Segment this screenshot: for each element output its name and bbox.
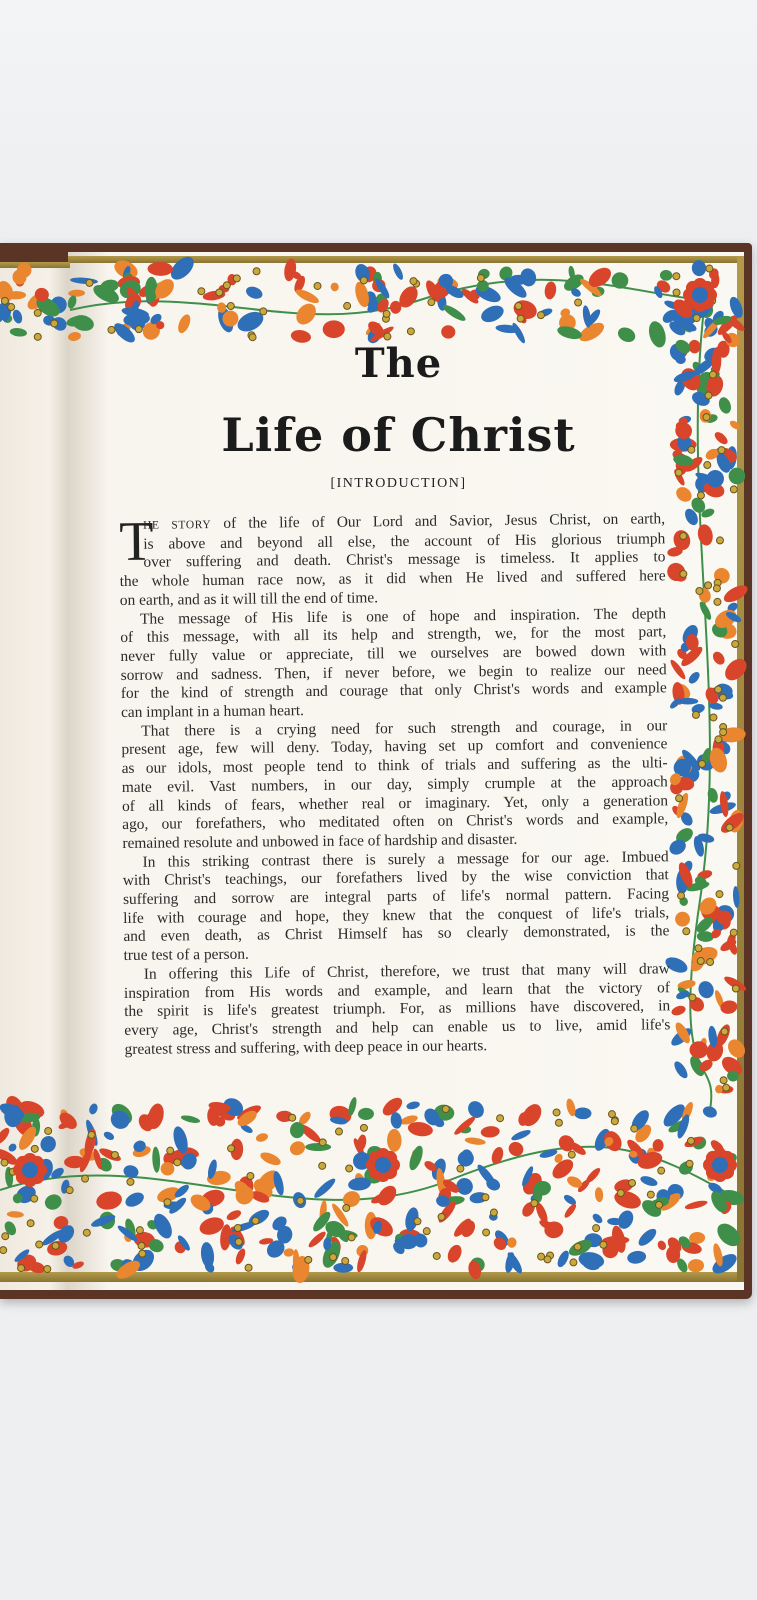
acanthus-leaf <box>574 1107 592 1119</box>
gold-star-dot <box>631 1125 638 1132</box>
text-line: of this message, with all its help and strength, we, for the most part, <box>120 623 667 647</box>
gold-star-dot <box>676 795 683 802</box>
acanthus-leaf <box>511 297 539 322</box>
gold-star-dot <box>335 1128 342 1135</box>
gold-star-dot <box>704 462 711 469</box>
gold-star-dot <box>167 1147 174 1154</box>
rosette-center <box>375 1157 391 1173</box>
acanthus-leaf <box>9 327 27 337</box>
gold-star-dot <box>34 309 41 316</box>
acanthus-leaf <box>180 1114 200 1124</box>
gold-star-dot <box>720 1077 727 1084</box>
gold-star-dot <box>483 1229 490 1236</box>
text-line: In offering this Life of Christ, therefore, we trust that many will draw <box>143 960 670 983</box>
gold-star-dot <box>384 333 391 340</box>
acanthus-leaf <box>636 1226 659 1249</box>
acanthus-leaf <box>70 277 98 285</box>
acanthus-leaf <box>721 655 751 685</box>
acanthus-leaf <box>283 1248 295 1258</box>
gold-star-dot <box>629 1179 636 1186</box>
gold-star-dot <box>705 392 712 399</box>
acanthus-leaf <box>684 1199 708 1211</box>
gold-star-dot <box>223 282 230 289</box>
acanthus-leaf <box>591 1212 604 1225</box>
acanthus-leaf <box>244 284 264 301</box>
rosette-center <box>712 1157 728 1173</box>
gold-star-dot <box>673 289 680 296</box>
gold-star-dot <box>127 1178 134 1185</box>
gold-star-dot <box>360 1124 367 1131</box>
gold-star-dot <box>0 1247 7 1254</box>
gold-star-dot <box>136 1227 143 1234</box>
gold-star-dot <box>438 1213 445 1220</box>
acanthus-leaf <box>323 320 345 338</box>
acanthus-leaf <box>465 1098 487 1121</box>
text-line: true test of a person. <box>123 945 249 965</box>
page-title: Life of Christ <box>221 408 576 462</box>
acanthus-leaf <box>479 302 507 325</box>
acanthus-leaf <box>102 1130 115 1142</box>
gold-star-dot <box>716 891 723 898</box>
gold-star-dot <box>45 1127 52 1134</box>
acanthus-leaf <box>305 1143 331 1151</box>
acanthus-leaf <box>721 582 750 606</box>
gold-star-dot <box>713 585 720 592</box>
gold-star-dot <box>710 714 717 721</box>
gold-star-dot <box>414 1218 421 1225</box>
gold-star-dot <box>314 282 321 289</box>
acanthus-leaf <box>358 1108 374 1120</box>
gold-star-dot <box>18 1265 25 1272</box>
gold-star-dot <box>88 1131 95 1138</box>
acanthus-leaf <box>406 1100 421 1110</box>
gold-star-dot <box>705 582 712 589</box>
acanthus-leaf <box>732 886 740 908</box>
gold-star-dot <box>517 315 524 322</box>
gold-star-dot <box>343 1204 350 1211</box>
gold-star-dot <box>233 275 240 282</box>
gold-star-dot <box>698 760 705 767</box>
gold-star-dot <box>697 492 704 499</box>
text-line: mate evil. Vast numbers, in our day, simply crumple at the approach <box>121 773 668 796</box>
gold-star-dot <box>51 320 58 327</box>
acanthus-leaf <box>556 1132 578 1154</box>
acanthus-leaf <box>696 523 715 547</box>
gold-star-dot <box>608 1111 615 1118</box>
gold-star-dot <box>686 1160 693 1167</box>
gold-star-dot <box>714 598 721 605</box>
text-line: of all kinds of fears, whether real or imaginary. Yet, only a generation <box>121 791 669 815</box>
acanthus-leaf <box>66 294 78 309</box>
gold-star-dot <box>442 1106 449 1113</box>
gold-star-dot <box>723 1084 730 1091</box>
gold-star-dot <box>433 1252 440 1259</box>
gold-star-dot <box>423 1228 430 1235</box>
acanthus-leaf <box>42 1192 64 1213</box>
gold-star-dot <box>2 1233 9 1240</box>
acanthus-leaf <box>659 269 672 281</box>
gold-star-dot <box>216 289 223 296</box>
text-line: on earth, and as it will till the end of time. <box>119 589 379 609</box>
gold-star-dot <box>360 277 367 284</box>
acanthus-leaf <box>0 1126 12 1146</box>
gold-star-dot <box>555 1119 562 1126</box>
gold-star-dot <box>138 1242 145 1249</box>
acanthus-leaf <box>507 1237 517 1248</box>
acanthus-leaf <box>697 931 715 943</box>
gold-star-dot <box>31 1145 38 1152</box>
acanthus-leaf <box>612 1188 643 1212</box>
acanthus-leaf <box>38 1134 58 1155</box>
gold-star-dot <box>198 288 205 295</box>
gold-star-dot <box>732 641 739 648</box>
drop-cap: T <box>118 510 154 573</box>
acanthus-leaf <box>687 1258 704 1273</box>
acanthus-leaf <box>123 1190 146 1210</box>
acanthus-leaf <box>594 1187 603 1203</box>
gold-star-dot <box>568 1151 575 1158</box>
text-line: every age, Christ's strength and help can enable us to live, amid life's <box>124 1016 671 1039</box>
gold-star-dot <box>693 315 700 322</box>
gold-star-dot <box>8 304 15 311</box>
gold-star-dot <box>482 1194 489 1201</box>
gold-star-dot <box>27 1220 34 1227</box>
acanthus-leaf <box>225 1208 242 1222</box>
acanthus-leaf <box>626 1249 647 1265</box>
text-line: sorrow and sadness. Then, if never before, we begin to realize our need <box>120 660 667 684</box>
acanthus-leaf <box>88 1102 99 1115</box>
gold-star-dot <box>234 1224 241 1231</box>
acanthus-leaf <box>696 979 716 1000</box>
acanthus-leaf <box>510 1128 532 1142</box>
gold-star-dot <box>52 1242 59 1249</box>
gold-star-dot <box>348 1234 355 1241</box>
gold-star-dot <box>600 1241 607 1248</box>
acanthus-leaf <box>518 267 538 289</box>
acanthus-leaf <box>452 1114 477 1137</box>
gold-star-dot <box>235 1238 242 1245</box>
gold-star-dot <box>719 694 726 701</box>
acanthus-leaf <box>727 295 745 320</box>
acanthus-leaf <box>701 1105 718 1120</box>
gold-star-dot <box>656 1201 663 1208</box>
gold-star-dot <box>695 945 702 952</box>
gold-star-dot <box>410 278 417 285</box>
text-line: The message of His life is one of hope and inspiration. The depth <box>139 604 667 628</box>
gold-star-dot <box>721 1028 728 1035</box>
gold-star-dot <box>680 533 687 540</box>
acanthus-leaf <box>639 1174 659 1188</box>
gold-star-dot <box>297 1197 304 1204</box>
acanthus-leaf <box>441 302 468 323</box>
acanthus-leaf <box>147 262 173 276</box>
gold-star-dot <box>66 1187 73 1194</box>
gold-star-dot <box>83 1229 90 1236</box>
text-line: is above and beyond all else, the account of His glorious triumph <box>143 529 666 553</box>
text-line: and even death, as Christ Himself has so clearly demonstrated, is the <box>123 922 670 946</box>
gold-star-dot <box>111 1151 118 1158</box>
acanthus-leaf <box>689 1041 708 1058</box>
acanthus-leaf <box>709 1250 740 1277</box>
text-line: as our idols, most people tend to think of trials and suffering as the ulti- <box>121 754 668 778</box>
gold-star-dot <box>342 1257 349 1264</box>
gold-star-dot <box>490 1209 497 1216</box>
acanthus-leaf <box>672 1059 690 1080</box>
gold-star-dot <box>720 729 727 736</box>
acanthus-leaf <box>70 313 95 333</box>
gold-star-dot <box>252 1217 259 1224</box>
acanthus-leaf <box>176 313 193 335</box>
gold-star-dot <box>692 711 699 718</box>
gold-star-dot <box>346 1165 353 1172</box>
text-line: with Christ's teachings, our forefathers lived by the wise conviction that <box>122 866 669 890</box>
gold-star-dot <box>497 1115 504 1122</box>
gold-star-dot <box>305 1256 312 1263</box>
text-line: suffering and sorrow are integral parts of life's normal pattern. Facing <box>122 885 670 909</box>
gold-star-dot <box>289 1114 296 1121</box>
gold-star-dot <box>86 279 93 286</box>
rosette-center <box>692 287 708 303</box>
text-line: never fully value or appreciate, till we ourselves are bowed down with <box>120 642 667 665</box>
gold-star-dot <box>715 736 722 743</box>
acanthus-leaf <box>711 650 728 667</box>
gold-star-dot <box>673 273 680 280</box>
gold-star-dot <box>647 1191 654 1198</box>
gold-star-dot <box>477 274 484 281</box>
gold-star-dot <box>227 303 234 310</box>
gold-star-dot <box>82 1175 89 1182</box>
acanthus-leaf <box>678 698 699 705</box>
gold-star-dot <box>135 326 142 333</box>
gold-star-dot <box>553 1109 560 1116</box>
gold-star-dot <box>687 1137 694 1144</box>
acanthus-leaf <box>152 1146 161 1173</box>
gold-star-dot <box>407 328 414 335</box>
gold-star-dot <box>428 299 435 306</box>
text-line: In this striking contrast there is surely a message for our age. Imbued <box>142 847 669 871</box>
gold-star-dot <box>574 1243 581 1250</box>
acanthus-leaf <box>670 1004 687 1017</box>
acanthus-leaf <box>234 1247 247 1265</box>
acanthus-leaf <box>656 1239 668 1252</box>
title-the: The <box>354 340 443 387</box>
gold-star-dot <box>108 326 115 333</box>
small-caps-opening: HE STORY <box>143 519 212 532</box>
text-line: greatest stress and suffering, with deep peace in our hearts. <box>124 1036 488 1058</box>
rosette-center <box>22 1162 38 1178</box>
gold-star-dot <box>570 1259 577 1266</box>
gold-star-dot <box>733 862 740 869</box>
gold-star-dot <box>715 686 722 693</box>
acanthus-leaf <box>11 309 24 325</box>
gold-star-dot <box>678 892 685 899</box>
gold-star-dot <box>164 1199 171 1206</box>
gold-star-dot <box>683 928 690 935</box>
gold-star-dot <box>139 1250 146 1257</box>
gold-star-dot <box>706 265 713 272</box>
acanthus-leaf <box>445 1243 464 1265</box>
gold-star-dot <box>253 268 260 275</box>
gold-star-dot <box>36 1241 43 1248</box>
gold-star-dot <box>247 1172 254 1179</box>
gold-star-dot <box>344 302 351 309</box>
text-line: over suffering and death. Christ's message is timeless. It applies to <box>143 548 666 572</box>
acanthus-leaf <box>464 1136 486 1146</box>
acanthus-leaf <box>95 1189 124 1211</box>
text-line: That there is a crying need for such strength and courage, in our <box>141 717 668 740</box>
acanthus-leaf <box>391 262 405 281</box>
acanthus-leaf <box>675 911 691 927</box>
gold-star-dot <box>658 1167 665 1174</box>
gold-star-dot <box>726 824 733 831</box>
acanthus-leaf <box>255 1132 269 1143</box>
text-line: can implant in a human heart. <box>120 702 305 722</box>
acanthus-leaf <box>387 1129 402 1152</box>
acanthus-leaf <box>691 260 706 277</box>
gold-star-dot <box>31 1195 38 1202</box>
gold-star-dot <box>537 312 544 319</box>
text-line: life with courage and hope, they knew that the conquest of life's trials, <box>123 904 670 927</box>
gold-star-dot <box>575 299 582 306</box>
gold-star-dot <box>531 1200 538 1207</box>
gold-star-dot <box>319 1162 326 1169</box>
text-line: the spirit is life's greatest triumph. For, as millions have discovered, in <box>124 997 671 1021</box>
text-line: inspiration from His words and example, and learn that the victory of <box>123 978 671 1002</box>
acanthus-leaf <box>544 281 558 300</box>
gold-star-dot <box>730 929 737 936</box>
text-line: remained resolute and unbowed in face of hardship and disaster. <box>122 830 518 852</box>
gold-star-dot <box>680 570 687 577</box>
acanthus-leaf <box>480 1125 500 1138</box>
text-line: present age, few will deny. Today, having set up comfort and convenience <box>121 735 668 759</box>
gold-star-dot <box>732 985 739 992</box>
gold-star-dot <box>544 1256 551 1263</box>
acanthus-leaf <box>330 282 339 292</box>
acanthus-leaf <box>490 1145 506 1165</box>
gold-star-dot <box>260 308 267 315</box>
gold-star-dot <box>716 537 723 544</box>
text-line: the whole human race now, as it did when He lived and suffered here <box>119 567 666 591</box>
acanthus-leaf <box>687 670 702 686</box>
acanthus-leaf <box>563 1202 578 1219</box>
acanthus-leaf <box>7 1211 24 1218</box>
gold-star-dot <box>174 1159 181 1166</box>
acanthus-leaf <box>259 1150 283 1168</box>
gold-star-dot <box>1 297 8 304</box>
introduction-text <box>119 510 671 1059</box>
text-line-rest: of the life of Our Lord and Savior, Jesus Christ, on earth, <box>211 510 666 533</box>
gold-star-dot <box>611 1118 618 1125</box>
acanthus-leaf <box>7 1142 18 1153</box>
acanthus-leaf <box>312 1176 338 1200</box>
acanthus-leaf <box>288 1139 308 1158</box>
gold-star-dot <box>330 1254 337 1261</box>
gold-star-dot <box>697 958 704 965</box>
acanthus-leaf <box>555 1249 571 1269</box>
acanthus-leaf <box>68 289 85 297</box>
gold-star-dot <box>245 1264 252 1271</box>
gold-star-dot <box>457 1165 464 1172</box>
gold-star-dot <box>383 310 390 317</box>
gold-star-dot <box>228 1145 235 1152</box>
gold-star-dot <box>319 1139 326 1146</box>
gold-star-dot <box>689 994 696 1001</box>
gold-star-dot <box>696 587 703 594</box>
section-label: [INTRODUCTION] <box>330 476 467 491</box>
gold-star-dot <box>1 1159 8 1166</box>
gold-star-dot <box>593 1225 600 1232</box>
gold-star-dot <box>515 303 522 310</box>
text-line: ago, our forefathers, who meditated often on Christ's words and example, <box>122 810 669 834</box>
acanthus-leaf <box>407 1144 426 1172</box>
text-line: for the kind of strength and courage that only Christ's words and example <box>120 679 667 703</box>
acanthus-leaf <box>440 324 456 340</box>
gold-star-dot <box>44 1265 51 1272</box>
gold-star-dot <box>617 1190 624 1197</box>
gold-star-dot <box>707 959 714 966</box>
